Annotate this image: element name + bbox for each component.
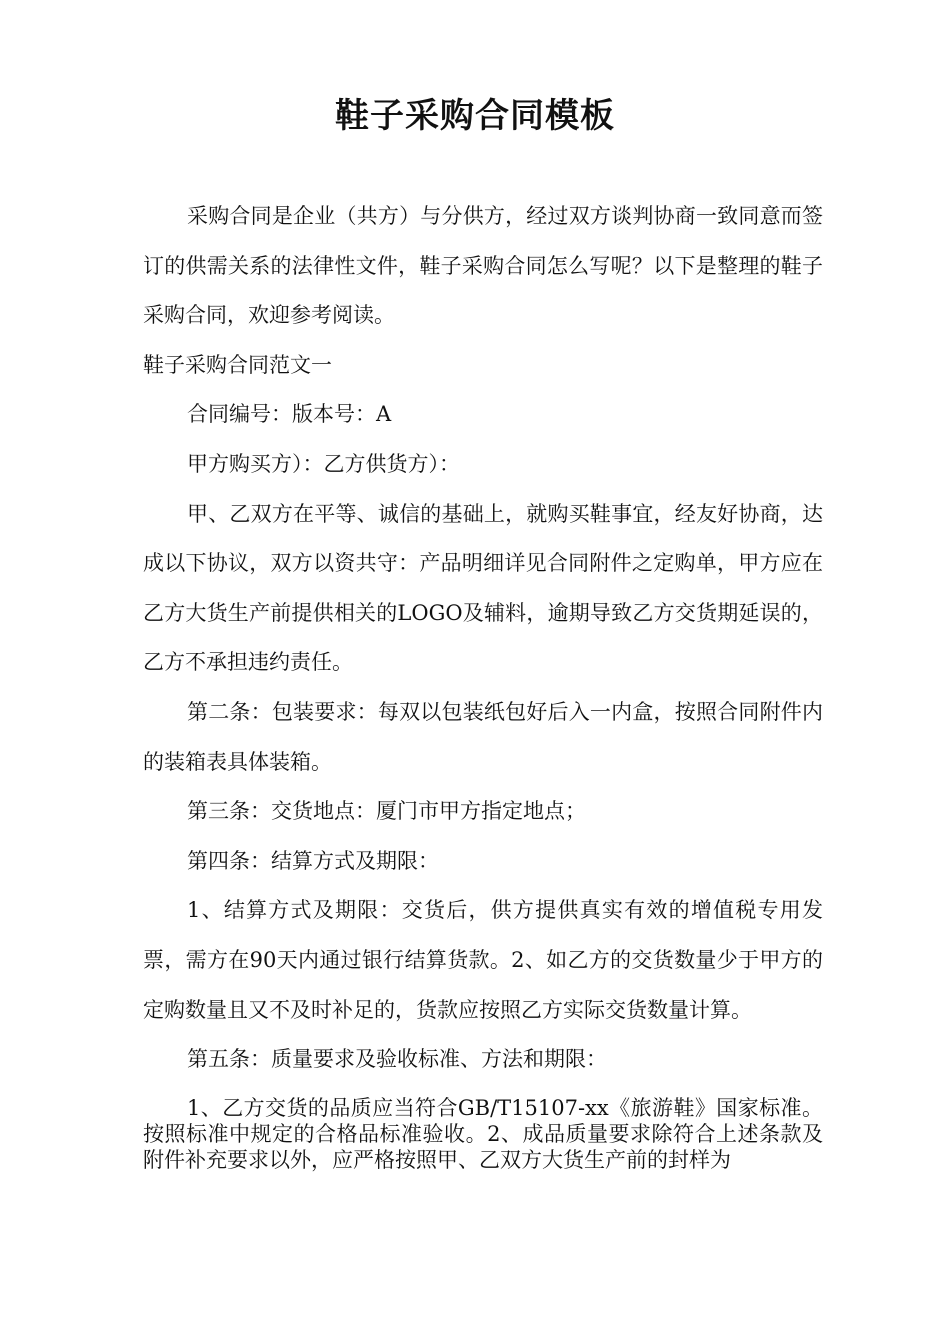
contract-number-line: 合同编号：版本号：A <box>187 402 392 427</box>
settlement-paragraph: 1、结算方式及期限：交货后，供方提供真实有效的增值税专用发票，需方在90天内通过银行结算货款。2、如乙方的交货数量少于甲方的定购数量且又不及时补足的，货款应按照乙方实际交货数量计算。 <box>143 898 823 1022</box>
intro-paragraph: 采购合同是企业（共方）与分供方，经过双方谈判协商一致同意而签订的供需关系的法律性文件，鞋子采购合同怎么写呢？以下是整理的鞋子采购合同，欢迎参考阅读。 <box>143 204 823 328</box>
document-title: 鞋子采购合同模板 <box>335 96 615 136</box>
agreement-paragraph: 甲、乙双方在平等、诚信的基础上，就购买鞋事宜，经友好协商，达成以下协议，双方以资共守：产品明细详见合同附件之定购单，甲方应在乙方大货生产前提供相关的LOGO及辅料，逾期导致乙方交货期延误的，乙方不承担违约责任。 <box>143 501 823 675</box>
document-body <box>143 192 823 1173</box>
parties-line: 甲方购买方）：乙方供货方）： <box>187 451 460 476</box>
article-3-paragraph: 第三条：交货地点：厦门市甲方指定地点； <box>187 799 586 824</box>
quality-paragraph: 1、乙方交货的品质应当符合GB/T15107-xx《旅游鞋》国家标准。按照标准中规定的合格品标准验收。2、成品质量要求除符合上述条款及附件补充要求以外，应严格按照甲、乙双方大货生产前的封样为 <box>143 1095 823 1172</box>
article-4-heading: 第四条：结算方式及期限： <box>187 848 439 873</box>
article-5-heading: 第五条：质量要求及验收标准、方法和期限： <box>187 1047 607 1072</box>
article-2-paragraph: 第二条：包装要求：每双以包装纸包好后入一内盒，按照合同附件内的装箱表具体装箱。 <box>143 699 823 774</box>
section-heading: 鞋子采购合同范文一 <box>143 352 332 377</box>
